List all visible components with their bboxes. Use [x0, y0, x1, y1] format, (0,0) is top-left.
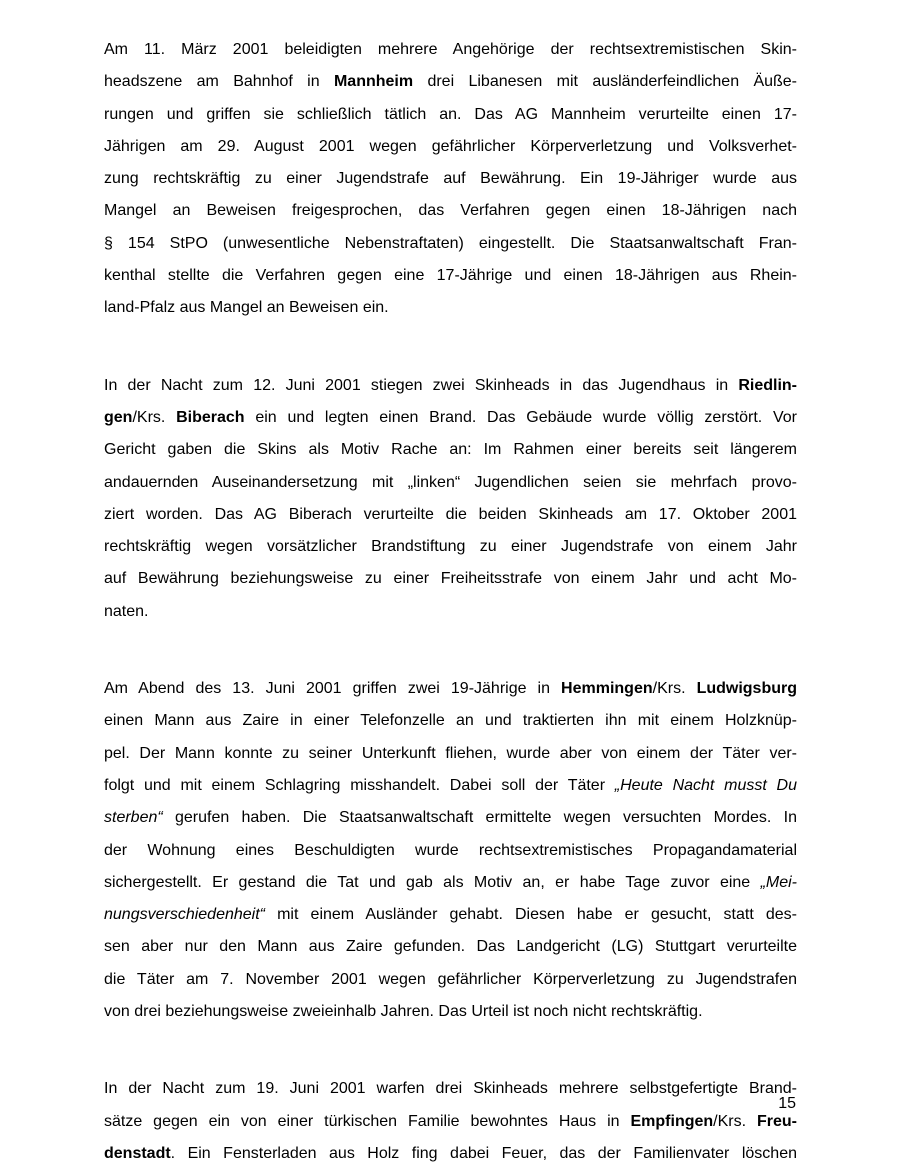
text-run: sichergestellt. Er gestand die Tat und gab als Motiv an, er habe Tage zuvor eine: [104, 873, 761, 891]
text-line: [104, 66, 797, 98]
text-run: rechtskräftig wegen vorsätzlicher Brandstiftung zu einer Jugendstrafe von einem Jahr: [104, 538, 797, 556]
text-line: [104, 802, 797, 834]
text-run: pel. Der Mann konnte zu seiner Unterkunft fliehen, wurde aber von einem der Täter ver-: [104, 744, 797, 762]
text-line: [104, 996, 797, 1028]
place-name: Biberach: [176, 408, 245, 426]
text-run: Jährigen am 29. August 2001 wegen gefährlicher Körperverletzung und Volksverhet-: [104, 137, 797, 155]
text-run: mit einem Ausländer gehabt. Diesen habe er gesucht, statt des-: [265, 906, 797, 924]
text-run: der Wohnung eines Beschuldigten wurde rechtsextremistisches Propagandamaterial: [104, 841, 797, 859]
text-run: . Ein Fensterladen aus Holz fing dabei Feuer, das der Familienvater löschen: [170, 1144, 797, 1162]
text-run: folgt und mit einem Schlagring misshandelt. Dabei soll der Täter: [104, 776, 615, 794]
text-run: land-Pfalz aus Mangel an Beweisen ein.: [104, 299, 389, 317]
text-line: [104, 867, 797, 899]
text-line: [104, 964, 797, 996]
text-line: [104, 531, 797, 563]
text-line: [104, 738, 797, 770]
text-line: [104, 1073, 797, 1105]
text-run: andauernden Auseinandersetzung mit „linken“ Jugendlichen seien sie mehrfach provo-: [104, 473, 797, 491]
text-run: kenthal stellte die Verfahren gegen eine 17-Jährige und einen 18-Jährigen aus Rhein-: [104, 267, 797, 285]
text-line: [104, 467, 797, 499]
place-name: Riedlin-: [738, 376, 797, 394]
text-run: sen aber nur den Mann aus Zaire gefunden. Das Landgericht (LG) Stuttgart verurteilte: [104, 938, 797, 956]
text-run: Am 11. März 2001 beleidigten mehrere Angehörige der rechtsextremistischen Skin-: [104, 41, 797, 58]
text-line: [104, 835, 797, 867]
text-run: zung rechtskräftig zu einer Jugendstrafe auf Bewährung. Ein 19-Jähriger wurde aus: [104, 170, 797, 188]
text-run: drei Libanesen mit ausländerfeindlichen Äuße-: [413, 73, 798, 91]
text-line: [104, 1106, 797, 1138]
text-line: [104, 370, 797, 402]
text-run: /Krs.: [713, 1112, 757, 1130]
text-run: ziert worden. Das AG Biberach verurteilte die beiden Skinheads am 17. Oktober 2001: [104, 505, 797, 523]
text-line: [104, 596, 797, 628]
text-line: [104, 228, 797, 260]
place-name: Hemmingen: [561, 680, 653, 698]
text-run: /Krs.: [652, 680, 697, 698]
text-line: [104, 402, 797, 434]
paragraph: [104, 34, 797, 325]
quote-text: sterben“: [104, 809, 163, 827]
quote-text: „Heute Nacht musst Du: [614, 776, 798, 794]
place-name: denstadt: [104, 1144, 171, 1162]
text-run: naten.: [104, 602, 149, 620]
text-run: In der Nacht zum 12. Juni 2001 stiegen zwei Skinheads in das Jugendhaus in: [104, 376, 739, 394]
text-run: rungen und griffen sie schließlich tätlich an. Das AG Mannheim verurteilte einen 17-: [104, 105, 797, 123]
text-line: [104, 563, 797, 595]
text-line: [104, 260, 797, 292]
text-line: [104, 292, 797, 324]
text-run: ein und legten einen Brand. Das Gebäude wurde völlig zerstört. Vor: [244, 408, 797, 426]
text-line: [104, 899, 797, 931]
place-name: Empfingen: [630, 1112, 714, 1130]
text-line: [104, 434, 797, 466]
place-name: Freu-: [757, 1112, 797, 1130]
text-run: Mangel an Beweisen freigesprochen, das Verfahren gegen einen 18-Jährigen nach: [104, 202, 797, 220]
text-line: [104, 705, 797, 737]
text-line: [104, 499, 797, 531]
text-line: [104, 931, 797, 963]
quote-text: „Mei-: [760, 873, 797, 891]
text-line: [104, 131, 797, 163]
text-run: einen Mann aus Zaire in einer Telefonzelle an und traktierten ihn mit einem Holzknüp-: [104, 712, 797, 730]
text-run: sätze gegen ein von einer türkischen Familie bewohntes Haus in: [104, 1112, 631, 1130]
text-run: Am Abend des 13. Juni 2001 griffen zwei 19-Jährige in: [104, 680, 562, 698]
place-name: Mannheim: [333, 73, 414, 91]
text-run: headszene am Bahnhof in: [104, 73, 334, 91]
text-line: [104, 1138, 797, 1170]
text-line: [104, 770, 797, 802]
text-run: von drei beziehungsweise zweieinhalb Jahren. Das Urteil ist noch nicht rechtskräftig.: [104, 1003, 703, 1021]
text-run: Gericht gaben die Skins als Motiv Rache an: Im Rahmen einer bereits seit längerem: [104, 441, 797, 459]
text-line: [104, 673, 797, 705]
paragraph: [104, 370, 797, 628]
text-line: [104, 34, 797, 66]
text-line: [104, 163, 797, 195]
text-line: [104, 195, 797, 227]
text-run: In der Nacht zum 19. Juni 2001 warfen drei Skinheads mehrere selbstgefertigte Brand-: [104, 1080, 797, 1098]
text-run: § 154 StPO (unwesentliche Nebenstraftaten) eingestellt. Die Staatsanwaltschaft Fran-: [104, 234, 797, 252]
text-run: gerufen haben. Die Staatsanwaltschaft ermittelte wegen versuchten Mordes. In: [162, 809, 797, 827]
place-name: Ludwigsburg: [696, 680, 797, 698]
place-name: gen: [104, 408, 133, 426]
text-line: [104, 99, 797, 131]
text-run: auf Bewährung beziehungsweise zu einer Freiheitsstrafe von einem Jahr und acht Mo-: [104, 570, 797, 588]
page-number: 15: [778, 1095, 796, 1112]
text-run: /Krs.: [132, 408, 177, 426]
paragraph: [104, 673, 797, 1028]
paragraph: [104, 1073, 797, 1170]
quote-text: nungsverschiedenheit“: [104, 906, 265, 924]
document-body: [104, 34, 797, 1170]
text-run: die Täter am 7. November 2001 wegen gefährlicher Körperverletzung zu Jugendstrafen: [104, 970, 797, 988]
